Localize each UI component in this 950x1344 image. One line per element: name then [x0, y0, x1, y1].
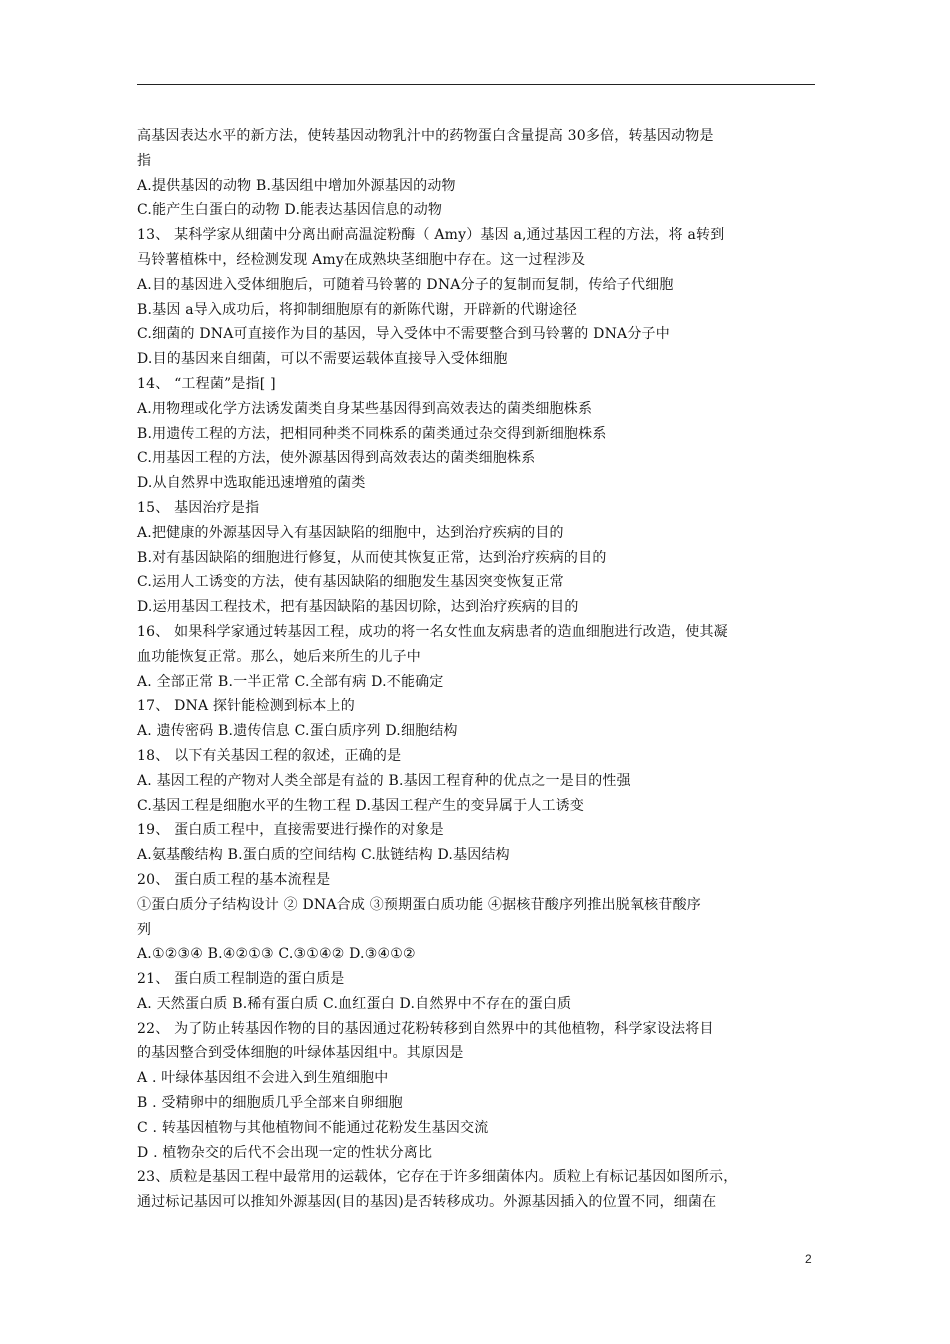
text-line: 19、 蛋白质工程中，直接需要进行操作的对象是	[137, 822, 444, 839]
text-line: ①蛋白质分子结构设计 ② DNA合成 ③预期蛋白质功能 ④据核苷酸序列推出脱氧核苷酸序	[137, 896, 701, 913]
text-line: 14、 “工程菌”是指[ ]	[137, 375, 276, 392]
text-line: 13、 某科学家从细菌中分离出耐高温淀粉酶（ Amy）基因 a,通过基因工程的方法，将 a转到	[137, 227, 725, 244]
text-line: C.细菌的 DNA可直接作为目的基因，导入受体中不需要整合到马铃薯的 DNA分子中	[137, 326, 670, 343]
text-line: 通过标记基因可以推知外源基因(目的基因)是否转移成功。外源基因插入的位置不同，细菌在	[137, 1194, 717, 1211]
text-line: 23、质粒是基因工程中最常用的运载体，它存在于许多细菌体内。质粒上有标记基因如图所示，	[137, 1169, 738, 1186]
text-line: D.目的基因来自细菌，可以不需要运载体直接导入受体细胞	[137, 351, 508, 368]
text-line: A. 天然蛋白质 B.稀有蛋白质 C.血红蛋白 D.自然界中不存在的蛋白质	[137, 995, 572, 1012]
text-line: 20、 蛋白质工程的基本流程是	[137, 871, 331, 888]
text-line: 18、 以下有关基因工程的叙述，正确的是	[137, 747, 402, 764]
text-line: 的基因整合到受体细胞的叶绿体基因组中。其原因是	[137, 1045, 464, 1062]
text-line: A.用物理或化学方法诱发菌类自身某些基因得到高效表达的菌类细胞株系	[137, 400, 593, 417]
text-line: B.对有基因缺陷的细胞进行修复，从而使其恢复正常，达到治疗疾病的目的	[137, 549, 607, 566]
text-line: 列	[137, 921, 152, 938]
text-line: A . 叶绿体基因组不会进入到生殖细胞中	[137, 1070, 389, 1087]
text-line: A.①②③④ B.④②①③ C.③①④② D.③④①②	[137, 946, 416, 963]
text-line: A.提供基因的动物 B.基因组中增加外源基因的动物	[137, 177, 456, 194]
text-line: C . 转基因植物与其他植物间不能通过花粉发生基因交流	[137, 1119, 489, 1136]
text-line: C.能产生白蛋白的动物 D.能表达基因信息的动物	[137, 202, 443, 219]
text-line: 高基因表达水平的新方法，使转基因动物乳汁中的药物蛋白含量提高 30多倍，转基因动物是	[137, 128, 714, 144]
text-line: B . 受精卵中的细胞质几乎全部来自卵细胞	[137, 1095, 403, 1112]
text-line: 22、 为了防止转基因作物的目的基因通过花粉转移到自然界中的其他植物，科学家设法将目	[137, 1020, 714, 1037]
header-rule	[137, 84, 815, 85]
text-line: B.用遗传工程的方法，把相同种类不同株系的菌类通过杂交得到新细胞株系	[137, 425, 607, 442]
text-line: A.把健康的外源基因导入有基因缺陷的细胞中，达到治疗疾病的目的	[137, 524, 564, 541]
text-line: A.氨基酸结构 B.蛋白质的空间结构 C.肽链结构 D.基因结构	[137, 847, 510, 864]
text-line: 15、 基因治疗是指	[137, 499, 260, 516]
text-line: 指	[137, 152, 152, 169]
text-line: D.从自然界中选取能迅速增殖的菌类	[137, 475, 366, 492]
text-line: B.基因 a导入成功后，将抑制细胞原有的新陈代谢，开辟新的代谢途径	[137, 301, 578, 318]
text-line: C.基因工程是细胞水平的生物工程 D.基因工程产生的变异属于人工诱变	[137, 797, 585, 814]
text-line: A. 遗传密码 B.遗传信息 C.蛋白质序列 D.细胞结构	[137, 723, 458, 740]
text-line: C.用基因工程的方法，使外源基因得到高效表达的菌类细胞株系	[137, 450, 536, 467]
text-line: A.目的基因进入受体细胞后，可随着马铃薯的 DNA分子的复制而复制，传给子代细胞	[137, 276, 674, 293]
text-line: D.运用基因工程技术，把有基因缺陷的基因切除，达到治疗疾病的目的	[137, 599, 579, 616]
text-line: 21、 蛋白质工程制造的蛋白质是	[137, 971, 345, 988]
text-line: A. 基因工程的产物对人类全部是有益的 B.基因工程育种的优点之一是目的性强	[137, 772, 631, 789]
text-line: 马铃薯植株中，经检测发现 Amy在成熟块茎细胞中存在。这一过程涉及	[137, 251, 586, 268]
text-line: C.运用人工诱变的方法，使有基因缺陷的细胞发生基因突变恢复正常	[137, 574, 564, 591]
text-line: D . 植物杂交的后代不会出现一定的性状分离比	[137, 1144, 433, 1161]
text-line: 血功能恢复正常。那么，她后来所生的儿子中	[137, 648, 421, 665]
page-number: 2	[805, 1252, 812, 1266]
page-content	[137, 124, 817, 1215]
text-line: 17、 DNA 探针能检测到标本上的	[137, 698, 355, 715]
text-line: 16、 如果科学家通过转基因工程，成功的将一名女性血友病患者的造血细胞进行改造，使其凝	[137, 623, 728, 640]
text-line: A. 全部正常 B.一半正常 C.全部有病 D.不能确定	[137, 673, 444, 690]
